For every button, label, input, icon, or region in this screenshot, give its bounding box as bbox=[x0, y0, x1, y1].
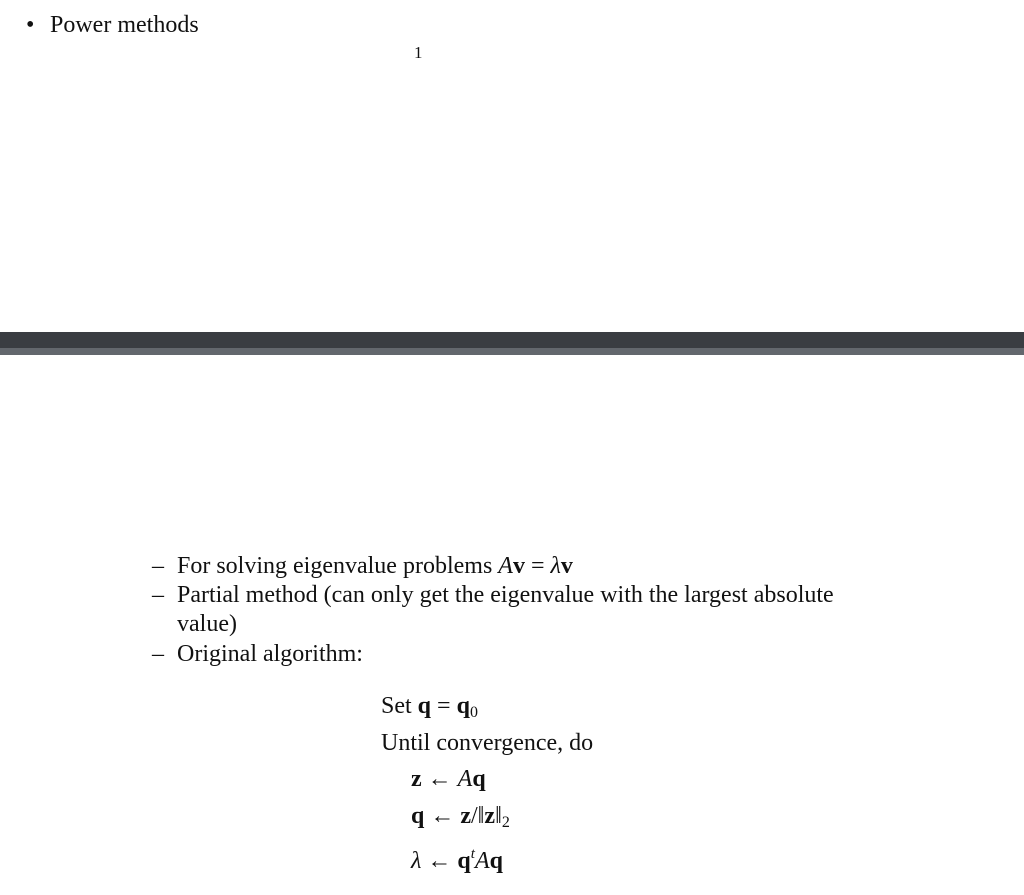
algorithm-line-set: Set $q = q_0$ bbox=[381, 693, 478, 721]
algorithm-line-z: z ← Aq bbox=[411, 766, 486, 792]
algorithm-line-loop: Until convergence, do bbox=[381, 730, 594, 756]
document-page-top bbox=[0, 0, 1024, 332]
bullet-icon: • bbox=[26, 12, 35, 38]
dash-icon: – bbox=[152, 641, 164, 667]
equation: Av = λv bbox=[498, 553, 573, 579]
document-page-bottom bbox=[0, 355, 1024, 895]
item-text: For solving eigenvalue problems bbox=[177, 553, 499, 579]
list-item-original-algorithm bbox=[152, 640, 363, 669]
bullet-item bbox=[26, 10, 199, 40]
list-item-partial-method-cont: value) bbox=[177, 611, 237, 637]
page-divider bbox=[0, 332, 1024, 355]
algorithm-line-lambda: λ ← $q^tAq$ bbox=[411, 846, 503, 874]
item-text: Original algorithm: bbox=[177, 641, 363, 667]
dash-icon: – bbox=[152, 553, 164, 579]
item-text-line1: Partial method (can only get the eigenvalue with the largest absolute bbox=[177, 582, 834, 608]
dash-icon: – bbox=[152, 582, 164, 608]
page-number: 1 bbox=[414, 43, 423, 62]
bullet-text: Power methods bbox=[50, 12, 199, 38]
algorithm-line-q: q ← $z/‖z‖_2$ bbox=[411, 803, 510, 831]
list-item-eigenvalue-problems bbox=[152, 552, 573, 581]
list-item-partial-method bbox=[152, 581, 834, 610]
